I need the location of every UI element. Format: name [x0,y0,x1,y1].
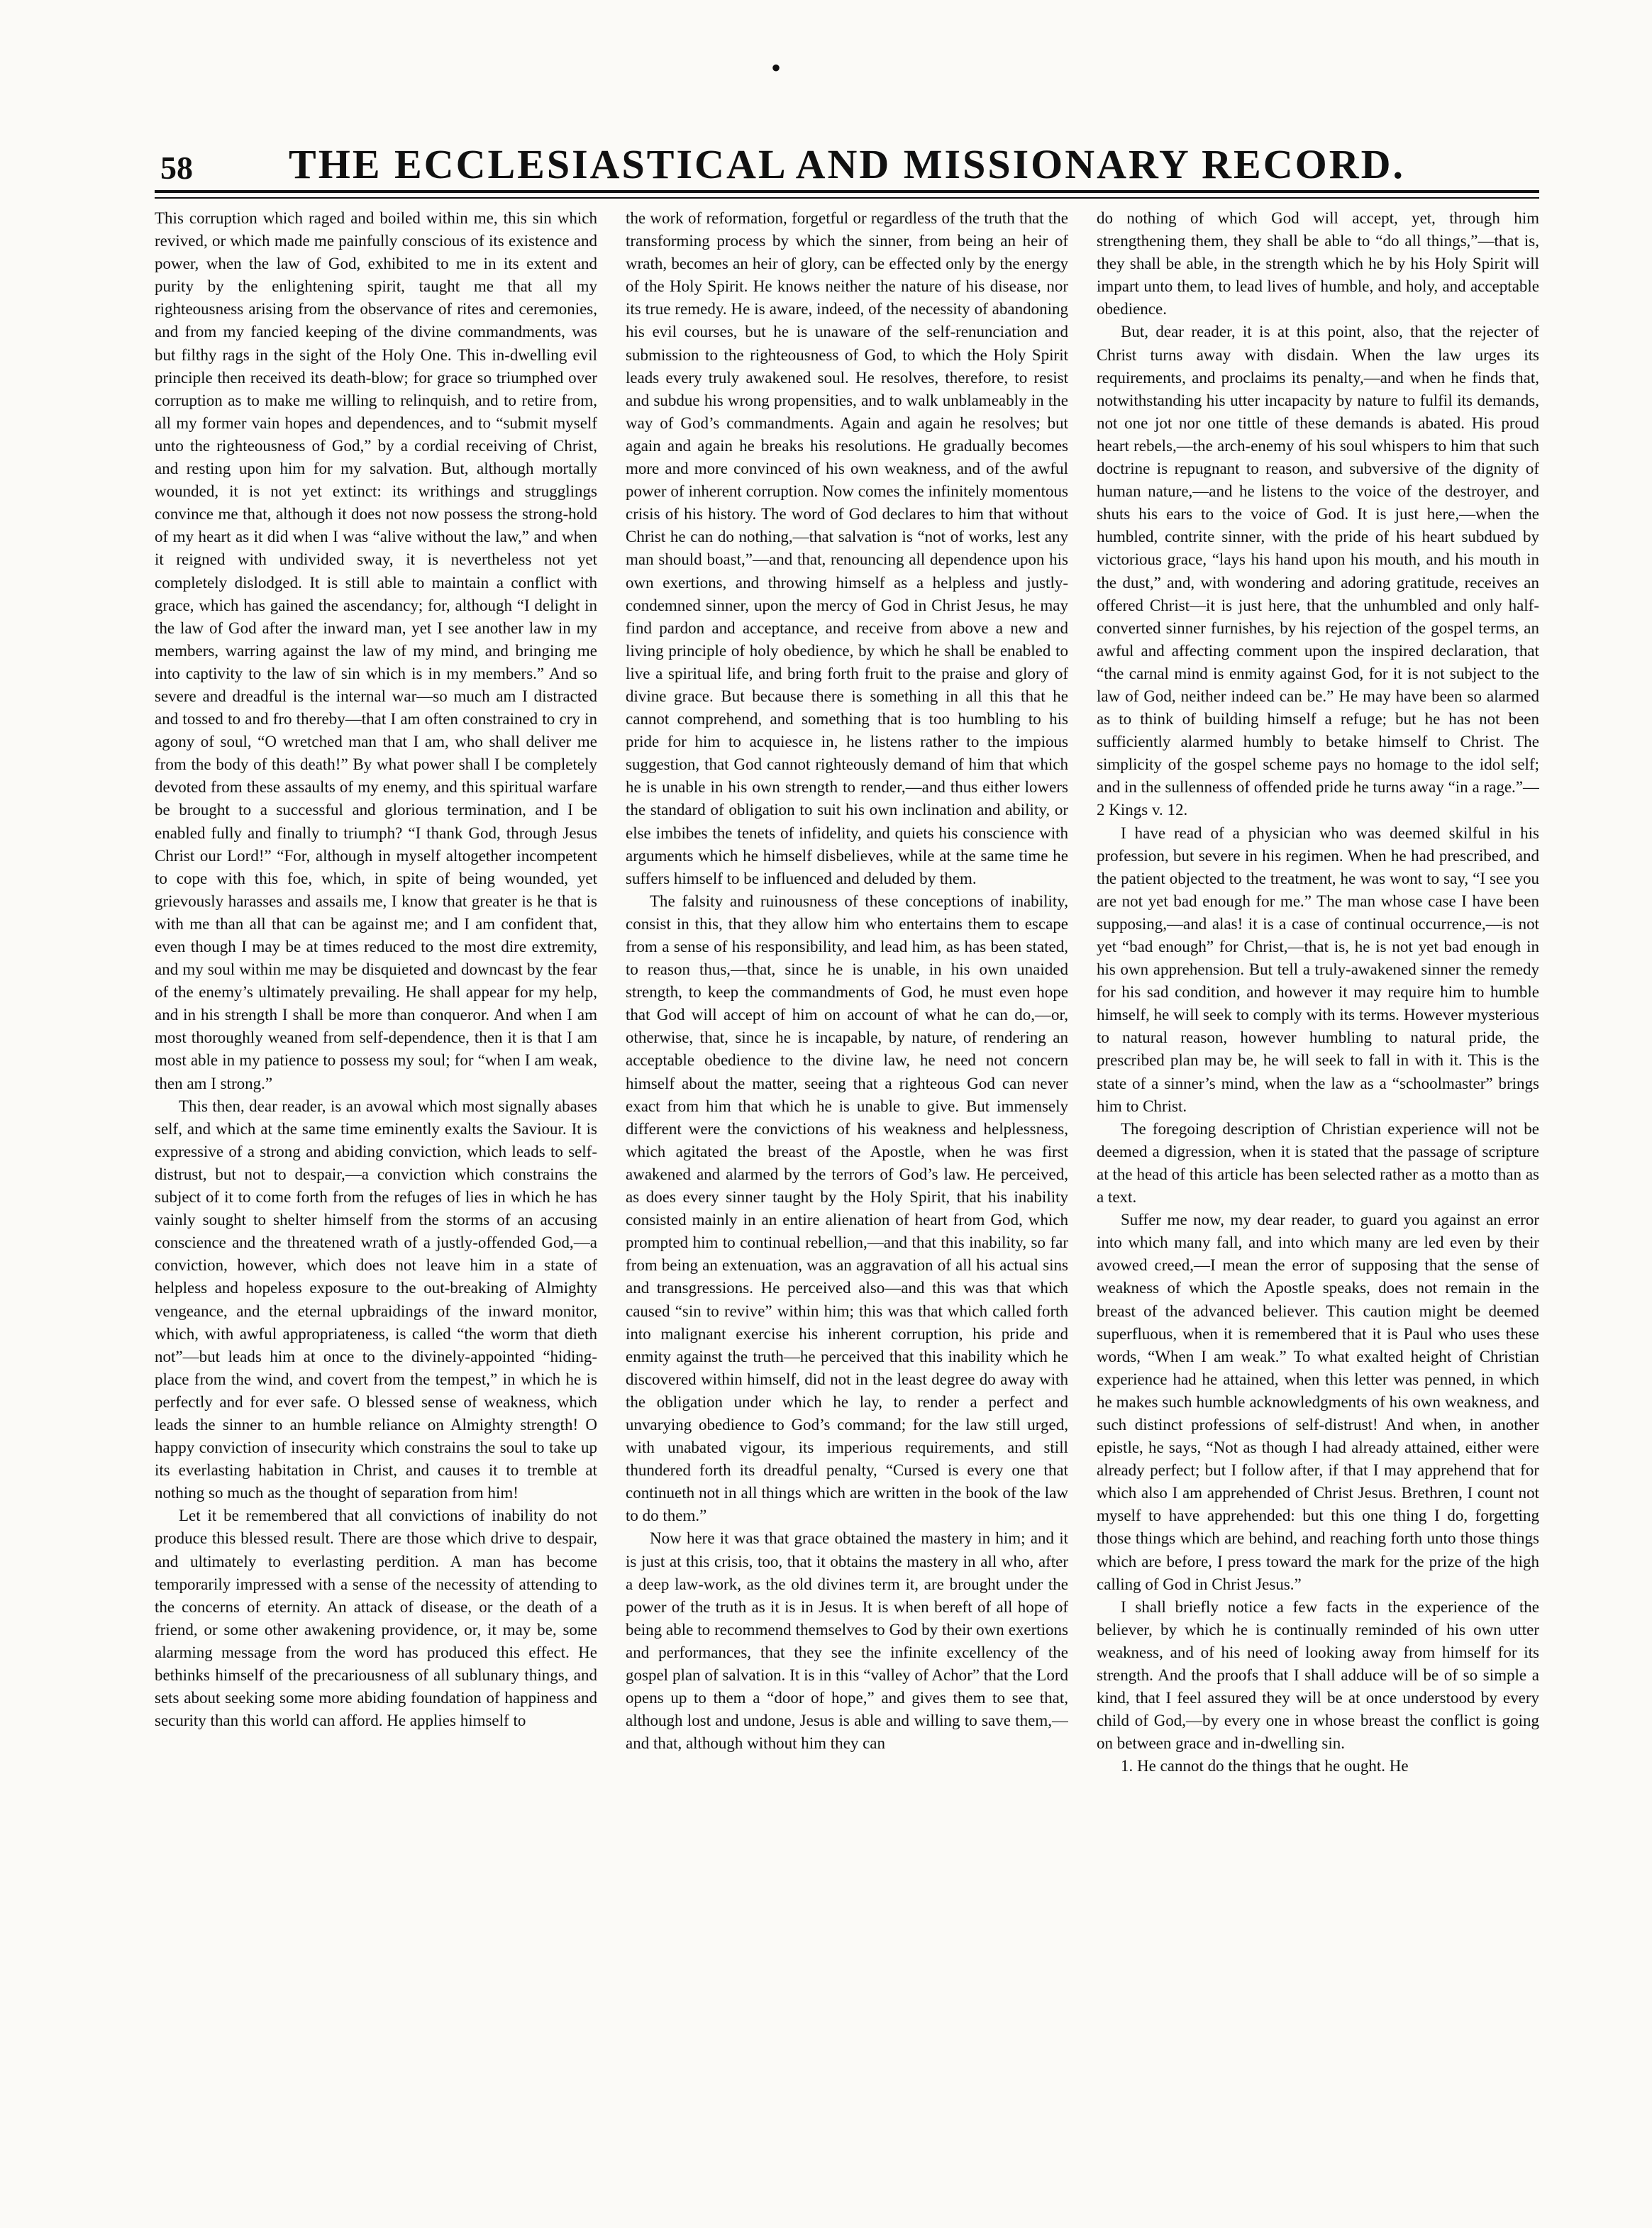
paragraph: This then, dear reader, is an avowal which most signally abases self, and which at the same time eminently exalts the Saviour. It is expressive of a strong and abiding conviction, which leads to self-distrust, but not to despair,—a conviction which constrains the subject of it to come forth from the refuges of lies in which he has vainly sought to shelter himself from the storms of an accusing conscience and the threatened wrath of a justly-offended God,—a conviction, however, which does not leave him in a state of helpless and hopeless exposure to the out-breaking of Almighty vengeance, and the eternal upbraidings of the inward monitor, which, with awful appropriateness, is called “the worm that dieth not”—but leads him at once to the divinely-appointed “hiding-place from the wind, and covert from the tempest,” in which he is perfectly and for ever safe. O blessed sense of weakness, which leads the sinner to an humble reliance on Almighty strength! O happy conviction of insecurity which constrains the soul to take up its everlasting habitation in Christ, and causes it to tremble at nothing so much as the thought of separation from him! [155,1097,597,1502]
paragraph: Suffer me now, my dear reader, to guard you against an error into which many fall, and into which many are led even by their avowed creed,—I mean the error of supposing that the sense of weakness of which the Apostle speaks, does not remain in the breast of the advanced believer. This caution might be deemed superfluous, when it is remembered that it is Paul who uses these words, “When I am weak.” To what exalted height of Christian experience had he attained, when this letter was penned, in which he makes such humble acknowledgments of his own weakness, and such distinct professions of self-distrust! And when, in another epistle, he says, “Not as though I had already attained, either were already perfect; but I follow after, if that I may apprehend that for which also I am apprehended of Christ Jesus. Brethren, I count not myself to have apprehended: but this one thing I do, forgetting those things which are behind, and reaching forth unto those things which are before, I press toward the mark for the prize of the high calling of God in Christ Jesus.” [1097,1211,1539,1593]
journal-title: THE ECCLESIASTICAL AND MISSIONARY RECORD. [289,141,1405,187]
paragraph: I have read of a physician who was deemed skilful in his profession, but severe in his regimen. When he had prescribed, and the patient objected to the treatment, he was wont to say, “I see you are not yet bad enough for me.” The man whose case I have been supposing,—and alas! it is a case of continual occurrence,—is not yet “bad enough” for Christ,—that is, he is not yet bad enough in his own apprehension. But tell a truly-awakened sinner the remedy for his sad condition, and however it may require him to humble himself, he will seek to comply with its terms. However mysterious to natural reason, however humbling to natural pride, the prescribed plan may be, he will seek to fall in with it. This is the state of a sinner’s mind, when the law as a “schoolmaster” brings him to Christ. [1097,824,1539,1115]
paragraph: The foregoing description of Christian experience will not be deemed a digression, when it is stated that the passage of scripture at the head of this article has been selected rather as a motto than as a text. [1097,1119,1539,1207]
paragraph: The falsity and ruinousness of these conceptions of inability, consist in this, that they allow him who entertains them to escape from a sense of his responsibility, and lead him, as has been stated, to reason thus,—that, since he is unable, in his own unaided strength, to keep the commandments of God, he must even hope that God will accept of him on account of what he can do,—or, otherwise, that, since he is incapable, by nature, of rendering an acceptable obedience to the divine law, he need not concern himself about the matter, seeing that a righteous God can never exact from him that which he is unable to give. But immensely different were the convictions of his weakness and helplessness, which agitated the breast of the Apostle, when he was first awakened and alarmed by the terrors of God’s law. He perceived, as does every sinner taught by the Holy Spirit, that his inability consisted mainly in an entire alienation of heart from God, which prompted him to continual rebellion,—and that this inability, so far from being an extenuation, was an aggravation of all his actual sins and transgressions. He perceived also—and this was that which caused “sin to revive” within him; this was that which called forth into malignant exercise his inherent corruption, his pride and enmity against the truth—he perceived that this inability which he discovered within himself, did not in the least degree do away with the obligation under which he lay, to render a perfect and unvarying obedience to God’s command; for the law still urged, with unabated vigour, its imperious requirements, and still thundered forth its dreadful penalty, “Cursed is every one that continueth not in all things which are written in the book of the law to do them.” [626,892,1068,1525]
paragraph: But, dear reader, it is at this point, also, that the rejecter of Christ turns away with disdain. When the law urges its requirements, and proclaims its penalty,—and when he finds that, notwithstanding his utter incapacity by nature to fulfil its demands, not one jot nor one tittle of these demands is abated. His proud heart rebels,—the arch-enemy of his soul whispers to him that such doctrine is repugnant to reason, and subversive of the dignity of human nature,—and he listens to the voice of the destroyer, and shuts his ears to the voice of God. It is just here,—when the humbled, contrite sinner, with the pride of his heart subdued by victorious grace, “lays his hand upon his mouth, and his mouth in the dust,” and, with wondering and adoring gratitude, receives an offered Christ—it is just here, that the unhumbled and only half-converted sinner furnishes, by his rejection of the gospel terms, an awful and affecting comment upon the inspired declaration, that “the carnal mind is enmity against God, for it is not subject to the law of God, neither indeed can be.” He may have been so alarmed as to think of building himself a refuge; but he has not been sufficiently alarmed humbly to betake himself to Christ. The simplicity of the gospel scheme pays no homage to the idol self; and in the sullenness of offended pride he turns away “in a rage.”—2 Kings v. 12. [1097,323,1539,819]
paragraph: This corruption which raged and boiled within me, this sin which revived, or which made me painfully conscious of its existence and power, when the law of God, exhibited to me in its extent and purity by the enlightening spirit, taught me that all my righteousness arising from the observance of rites and ceremonies, and from my fancied keeping of the divine commandments, was but filthy rags in the sight of the Holy One. This in-dwelling evil principle then received its death-blow; for grace so triumphed over corruption as to make me willing to relinquish, and to retire from, all my former vain hopes and dependences, and to “submit myself unto the righteousness of God,” by a cordial receiving of Christ, and resting upon him for my salvation. But, although mortally wounded, it is not yet extinct: its writhings and strugglings convince me that, although it does not now possess the strong-hold of my heart as it did when I was “alive without the law,” and when it reigned with undivided sway, it is nevertheless not yet completely dislodged. It is still able to maintain a conflict with grace, which has gained the ascendancy; for, although “I delight in the law of God after the inward man, yet I see another law in my members, warring against the law of my mind, and bringing me into captivity to the law of sin which is in my members.” And so severe and dreadful is the internal war—so much am I distracted and tossed to and fro thereby—that I am often constrained to cry in agony of soul, “O wretched man that I am, who shall deliver me from the body of this death!” By what power shall I be completely devoted from these assaults of my enemy, and this spiritual warfare be brought to a successful and glorious termination, and I be enabled fully and finally to triumph? “I thank God, through Jesus Christ our Lord!” “For, although in myself altogether incompetent to cope with this foe, which, in spite of being wounded, yet grievously harasses and assails me, I know that greater is he that is with me than all that can be against me; and I am confident that, even though I may be at times reduced to the most dire extremity, and my soul within me may be disquieted and downcast by the fear of the enemy’s ultimately prevailing. He shall appear for my help, and in his strength I shall be more than conqueror. And when I am most thoroughly weaned from self-dependence, then it is that I am most able in my patience to possess my soul; for “when I am weak, then am I strong.” [155,209,597,1092]
page-number: 58 [160,150,193,186]
column-left [155,207,597,2202]
header-rule-thin [155,197,1539,199]
column-middle [626,207,1068,2202]
text-columns [155,207,1539,2202]
paragraph: Now here it was that grace obtained the mastery in him; and it is just at this crisis, too, that it obtains the mastery in all who, after a deep law-work, as the old divines term it, are brought under the power of the truth as it is in Jesus. It is when bereft of all hope of being able to recommend themselves to God by their own exertions and performances, that they see the infinite excellency of the gospel plan of salvation. It is in this “valley of Achor” that the Lord opens up to them a “door of hope,” and gives them to see that, although lost and undone, Jesus is able and willing to save them,—and that, although without him they can [626,1529,1068,1753]
paragraph: 1. He cannot do the things that he ought. He [1121,1757,1409,1775]
paragraph: Let it be remembered that all convictions of inability do not produce this blessed result. There are those which drive to despair, and ultimately to everlasting perdition. A man has become temporarily impressed with a sense of the necessity of attending to the concerns of eternity. An attack of disease, or the death of a friend, or some other awakening providence, or, it may be, some alarming message from the word has produced this effect. He bethinks himself of the precariousness of all sublunary things, and sets about seeking some more abiding foundation of happiness and security than this world can afford. He applies himself to [155,1507,597,1730]
page-header [155,139,1539,193]
paragraph: do nothing of which God will accept, yet, through him strengthening them, they shall be able to “do all things,”—that is, they shall be able, in the strength which he by his Holy Spirit will impart unto them, to lead lives of humble, and holy, and acceptable obedience. [1097,209,1539,318]
paragraph: I shall briefly notice a few facts in the experience of the believer, by which he is continually reminded of his own utter weakness, and of his need of looking away from himself for its strength. And the proofs that I shall adduce will be of so simple a kind, that I feel assured they will be at once understood by every child of God,—by every one in whose breast the conflict is going on between grace and in-dwelling sin. [1097,1597,1539,1753]
column-right [1097,207,1539,2202]
header-rule-thick [155,190,1539,193]
paragraph: the work of reformation, forgetful or regardless of the truth that the transforming process by which the sinner, from being an heir of wrath, becomes an heir of glory, can be effected only by the energy of the Holy Spirit. He knows neither the nature of his disease, nor its true remedy. He is aware, indeed, of the necessity of abandoning his evil courses, but he is unaware of the self-renunciation and submission to the righteousness of God, to which the Holy Spirit leads every truly awakened soul. He resolves, therefore, to resist and subdue his wrong propensities, and to walk unblameably in the way of God’s commandments. Again and again he resolves; but again and again he breaks his resolutions. He gradually becomes more and more convinced of his own weakness, and of the awful power of inherent corruption. Now comes the infinitely momentous crisis of his history. The word of God declares to him that without Christ he can do nothing,—that salvation is “not of works, lest any man should boast,”—and that, renouncing all dependence upon his own exertions, and throwing himself as a helpless and justly-condemned sinner, upon the mercy of God in Christ Jesus, he may find pardon and acceptance, and receive from above a new and living principle of holy obedience, by which he shall be enabled to live a spiritual life, and bring forth fruit to the praise and glory of divine grace. But because there is something in all this that he cannot comprehend, and something that is too humbling to his pride for him to acquiesce in, he listens rather to the impious suggestion, that God cannot righteously demand of him that which he is unable in his own strength to render,—and thus either lowers the standard of obligation to suit his own inclination and ability, or else imbibes the tenets of infidelity, and quiets his conscience with arguments which he himself disbelieves, while at the same time he suffers himself to be influenced and deluded by them. [626,209,1068,887]
ink-speck: • [771,52,782,84]
